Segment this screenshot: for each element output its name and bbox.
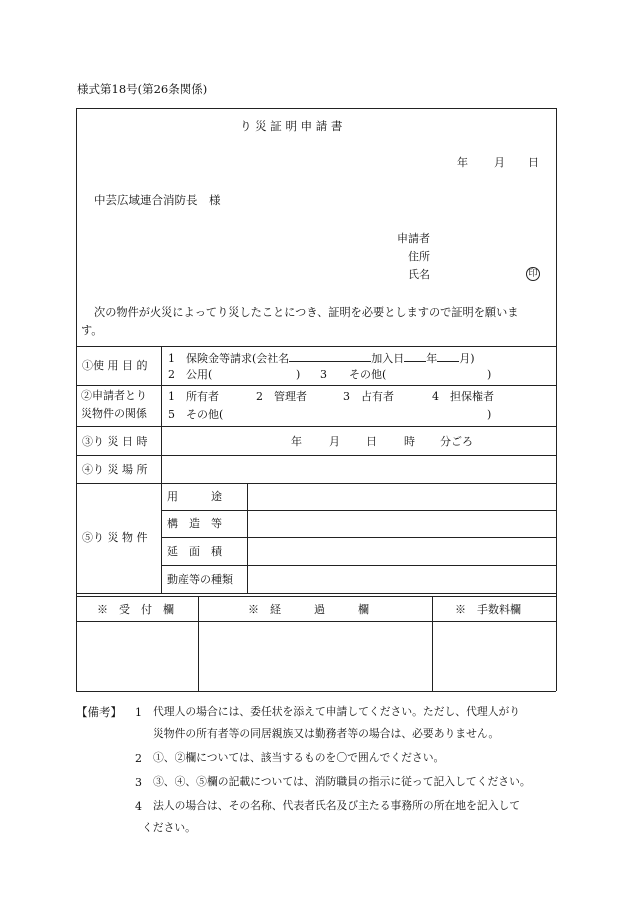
note-1-line2: 災物件の所有者等の同居親族又は勤務者等の場合は、必要ありません。 <box>153 727 500 740</box>
relation-label-line1: ②申請者とり <box>81 389 147 402</box>
relation-option-5: 5 その他( <box>168 408 224 421</box>
seal-mark <box>526 266 540 281</box>
property-item-structure: 構 造 等 <box>167 517 222 530</box>
relation-option-3: 3 占有者 <box>343 390 394 403</box>
join-date-label: 加入日 <box>371 352 405 365</box>
company-name-blank <box>289 350 371 362</box>
property-col-divider <box>247 483 248 593</box>
fee-header: ※ 手数料欄 <box>455 603 521 616</box>
row-divider-1 <box>76 346 556 347</box>
label-col-divider <box>161 346 162 593</box>
note-4-number: 4 <box>135 800 142 813</box>
datetime-hour: 時 <box>404 435 415 448</box>
relation-label-line2: 災物件の関係 <box>81 407 147 420</box>
reception-header: ※ 受 付 欄 <box>97 603 174 616</box>
datetime-year: 年 <box>291 435 302 448</box>
purpose-option-3: 3 その他( <box>320 368 387 381</box>
date-year: 年 <box>457 156 468 169</box>
date-month: 月 <box>494 156 505 169</box>
property-label: ⑤り 災 物 件 <box>82 531 148 544</box>
purpose-option-1 <box>168 350 475 365</box>
join-month-blank <box>437 350 459 362</box>
note-4-line2: ください。 <box>142 821 196 834</box>
office-col-divider-2 <box>432 596 433 691</box>
office-top <box>76 593 556 594</box>
sub-divider-1 <box>161 510 556 511</box>
purpose-option-2-close: ) <box>296 368 301 381</box>
property-item-use: 用 途 <box>167 490 222 503</box>
relation-option-5-close: ) <box>487 408 492 421</box>
join-year-label: 年 <box>426 352 438 365</box>
note-3-line1: ③、④、⑤欄の記載については、消防職員の指示に従って記入してください。 <box>153 775 531 788</box>
datetime-minute: 分ごろ <box>440 435 473 448</box>
frame-bottom <box>76 691 556 692</box>
progress-header: ※ 経 過 欄 <box>248 603 369 616</box>
office-header-bottom <box>76 621 556 622</box>
purpose-option-2: 2 公用( <box>168 368 213 381</box>
property-item-movables: 動産等の種類 <box>167 573 233 586</box>
purpose-option-3-close: ) <box>487 368 492 381</box>
note-2-number: 2 <box>135 752 142 765</box>
sub-divider-2 <box>161 537 556 538</box>
purpose-label: ①使 用 目 的 <box>82 359 148 372</box>
frame-left <box>76 108 77 691</box>
datetime-month: 月 <box>329 435 340 448</box>
statement-line2: す。 <box>81 324 103 337</box>
purpose-option-1-text: 1 保険金等請求(会社名 <box>168 352 290 365</box>
form-title: り 災 証 明 申 請 書 <box>240 119 343 133</box>
addressee: 中芸広域連合消防長 様 <box>94 193 221 207</box>
place-label: ④り 災 場 所 <box>82 463 148 476</box>
form-number: 様式第18号(第26条関係) <box>77 82 208 96</box>
applicant-address-label: 住所 <box>408 250 430 263</box>
datetime-day: 日 <box>366 435 377 448</box>
row-divider-2 <box>76 385 556 386</box>
row-divider-5 <box>76 483 556 484</box>
applicant-name-label: 氏名 <box>408 268 430 281</box>
sub-divider-3 <box>161 565 556 566</box>
frame-top <box>76 108 556 109</box>
note-1-line1: 代理人の場合には、委任状を添えて申請してください。ただし、代理人がり <box>153 705 521 718</box>
seal-icon: 印 <box>526 267 540 281</box>
join-year-blank <box>404 350 426 362</box>
relation-option-4: 4 担保権者 <box>432 390 494 403</box>
note-4-line1: 法人の場合は、その名称、代表者氏名及び主たる事務所の所在地を記入して <box>153 799 521 812</box>
property-item-floor-area: 延 面 積 <box>167 545 222 558</box>
notes-heading: 【備考】 <box>76 705 122 719</box>
statement-line1: 次の物件が火災によってり災したことにつき、証明を必要としますので証明を願いま <box>94 306 519 319</box>
applicant-heading: 申請者 <box>397 232 430 245</box>
row-divider-3 <box>76 426 556 427</box>
note-1-number: 1 <box>135 706 142 719</box>
join-month-label: 月) <box>459 352 475 365</box>
row-divider-4 <box>76 455 556 456</box>
note-3-number: 3 <box>135 776 142 789</box>
date-day: 日 <box>528 156 539 169</box>
office-top-double <box>76 596 556 597</box>
frame-right <box>556 108 557 691</box>
datetime-label: ③り 災 日 時 <box>82 435 148 448</box>
relation-option-2: 2 管理者 <box>256 390 307 403</box>
note-2-line1: ①、②欄については、該当するものを〇で囲んでください。 <box>153 751 445 764</box>
office-col-divider-1 <box>198 596 199 691</box>
relation-option-1: 1 所有者 <box>168 390 219 403</box>
